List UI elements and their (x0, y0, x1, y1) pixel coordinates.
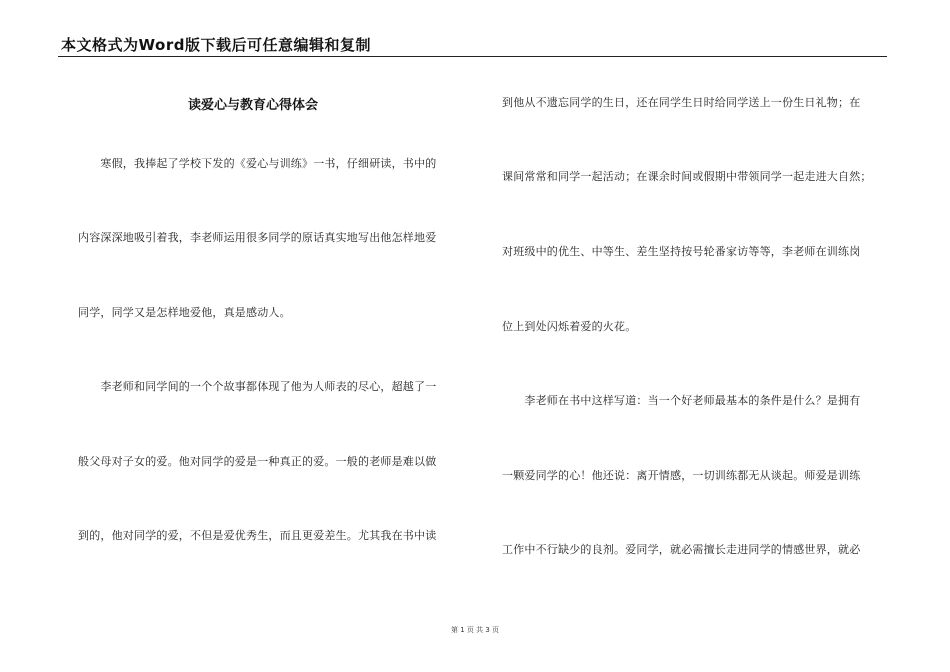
document-header: 本文格式为Word版下载后可任意编辑和复制 (61, 36, 371, 54)
text-line: 到他从不遗忘同学的生日，还在同学生日时给同学送上一份生日礼物；在 (502, 96, 861, 109)
text-line: 李老师在书中这样写道：当一个好老师最基本的条件是什么？是拥有 (502, 394, 861, 407)
document-title: 读爱心与教育心得体会 (188, 98, 319, 113)
text-line: 课间常常和同学一起活动；在课余时间或假期中带领同学一起走进大自然； (502, 170, 872, 183)
text-line: 寒假，我捧起了学校下发的《爱心与训练》一书，仔细研读，书中的 (78, 157, 437, 170)
text-line: 李老师和同学间的一个个故事都体现了他为人师表的尽心，超越了一 (78, 380, 437, 393)
text-line: 对班级中的优生、中等生、差生坚持按号轮番家访等等，李老师在训练岗 (502, 245, 861, 258)
text-line: 般父母对子女的爱。他对同学的爱是一种真正的爱。一般的老师是难以做 (78, 455, 437, 468)
text-line: 工作中不行缺少的良剂。爱同学，就必需擅长走进同学的情感世界，就必 (502, 543, 861, 556)
text-line: 内容深深地吸引着我，李老师运用很多同学的原话真实地写出他怎样地爱 (78, 231, 437, 244)
text-line: 位上到处闪烁着爱的火花。 (502, 320, 637, 333)
text-line: 一颗爱同学的心！他还说：离开情感，一切训练都无从谈起。师爱是训练 (502, 469, 861, 482)
text-line: 同学，同学又是怎样地爱他，真是感动人。 (78, 306, 291, 319)
text-line: 到的，他对同学的爱，不但是爱优秀生，而且更爱差生。尤其我在书中读 (78, 529, 437, 542)
header-divider (58, 56, 887, 57)
page-number: 第 1 页 共 3 页 (450, 626, 500, 634)
